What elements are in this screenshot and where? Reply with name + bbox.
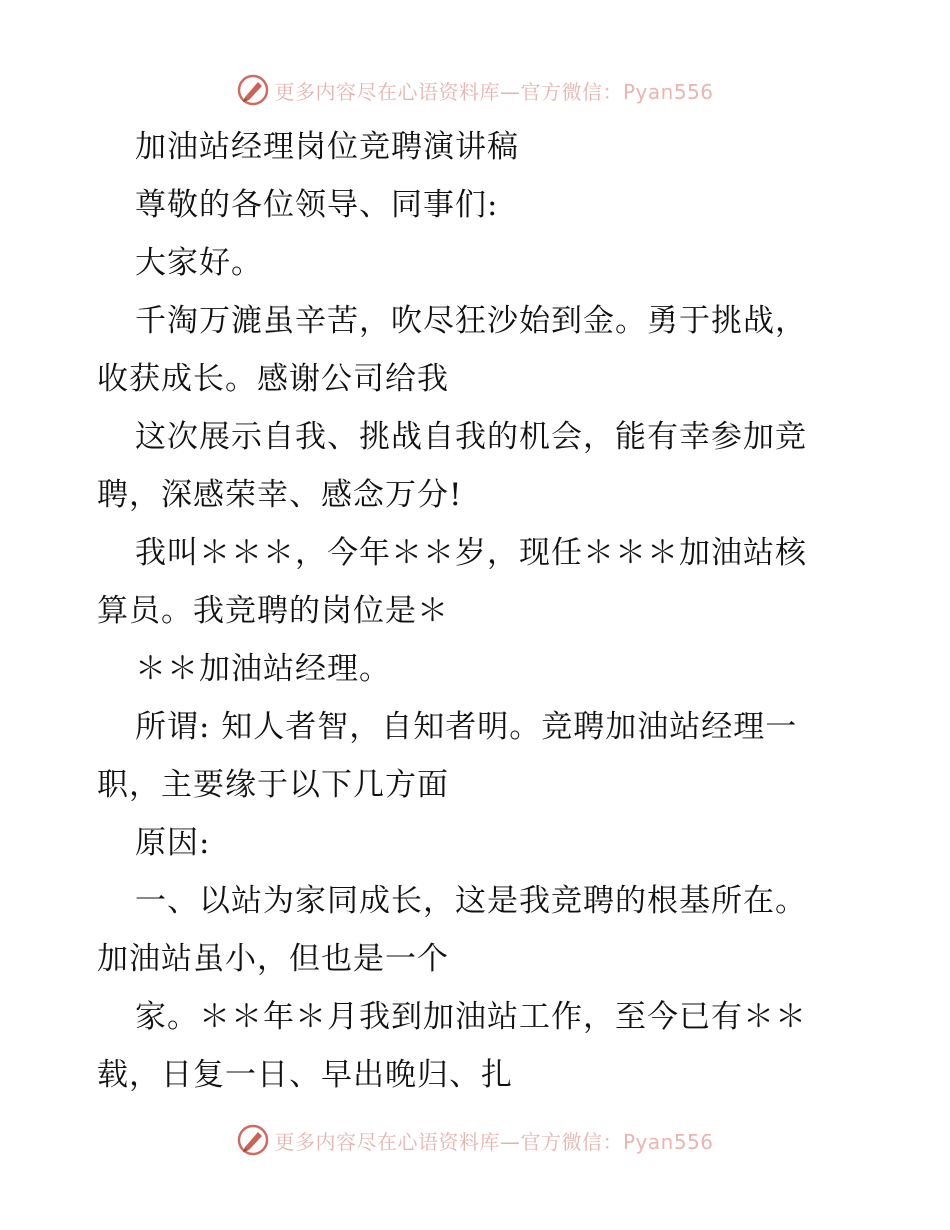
text-line: 聘，深感荣幸、感念万分! bbox=[97, 477, 463, 513]
watermark-wechat-id: Pyan556 bbox=[622, 79, 714, 104]
watermark-text: 更多内容尽在心语资料库—官方微信：Pyan556 bbox=[274, 79, 714, 104]
text-line: 原因: bbox=[135, 825, 211, 861]
text-line: 加油站经理岗位竞聘演讲稿 bbox=[135, 129, 519, 165]
document-body bbox=[97, 118, 857, 1104]
text-line: 一、以站为家同成长，这是我竞聘的根基所在。 bbox=[135, 883, 807, 919]
text-line: 收获成长。感谢公司给我 bbox=[97, 361, 449, 397]
pen-logo-icon bbox=[236, 73, 270, 107]
text-line: 大家好。 bbox=[135, 245, 263, 281]
text-line: 这次展示自我、挑战自我的机会，能有幸参加竞 bbox=[135, 419, 807, 455]
text-line: 所谓: 知人者智，自知者明。竞聘加油站经理一 bbox=[135, 709, 798, 745]
text-line: 我叫＊＊＊，今年＊＊岁，现任＊＊＊加油站核 bbox=[135, 535, 807, 571]
text-line: 千淘万漉虽辛苦，吹尽狂沙始到金。勇于挑战， bbox=[135, 303, 807, 339]
text-line: 职，主要缘于以下几方面 bbox=[97, 767, 449, 803]
watermark-text: 更多内容尽在心语资料库—官方微信：Pyan556 bbox=[274, 1129, 714, 1154]
watermark-wechat-id: Pyan556 bbox=[622, 1129, 714, 1154]
header-watermark bbox=[0, 70, 950, 110]
footer-watermark bbox=[0, 1120, 950, 1160]
text-line: 算员。我竞聘的岗位是＊ bbox=[97, 593, 449, 629]
text-line: 尊敬的各位领导、同事们: bbox=[135, 187, 499, 223]
text-line: 家。＊＊年＊月我到加油站工作，至今已有＊＊ bbox=[135, 999, 807, 1035]
text-line: 加油站虽小，但也是一个 bbox=[97, 941, 449, 977]
text-line: 载，日复一日、早出晚归、扎 bbox=[97, 1057, 513, 1093]
text-line: ＊＊加油站经理。 bbox=[135, 651, 391, 687]
pen-logo-icon bbox=[236, 1123, 270, 1157]
